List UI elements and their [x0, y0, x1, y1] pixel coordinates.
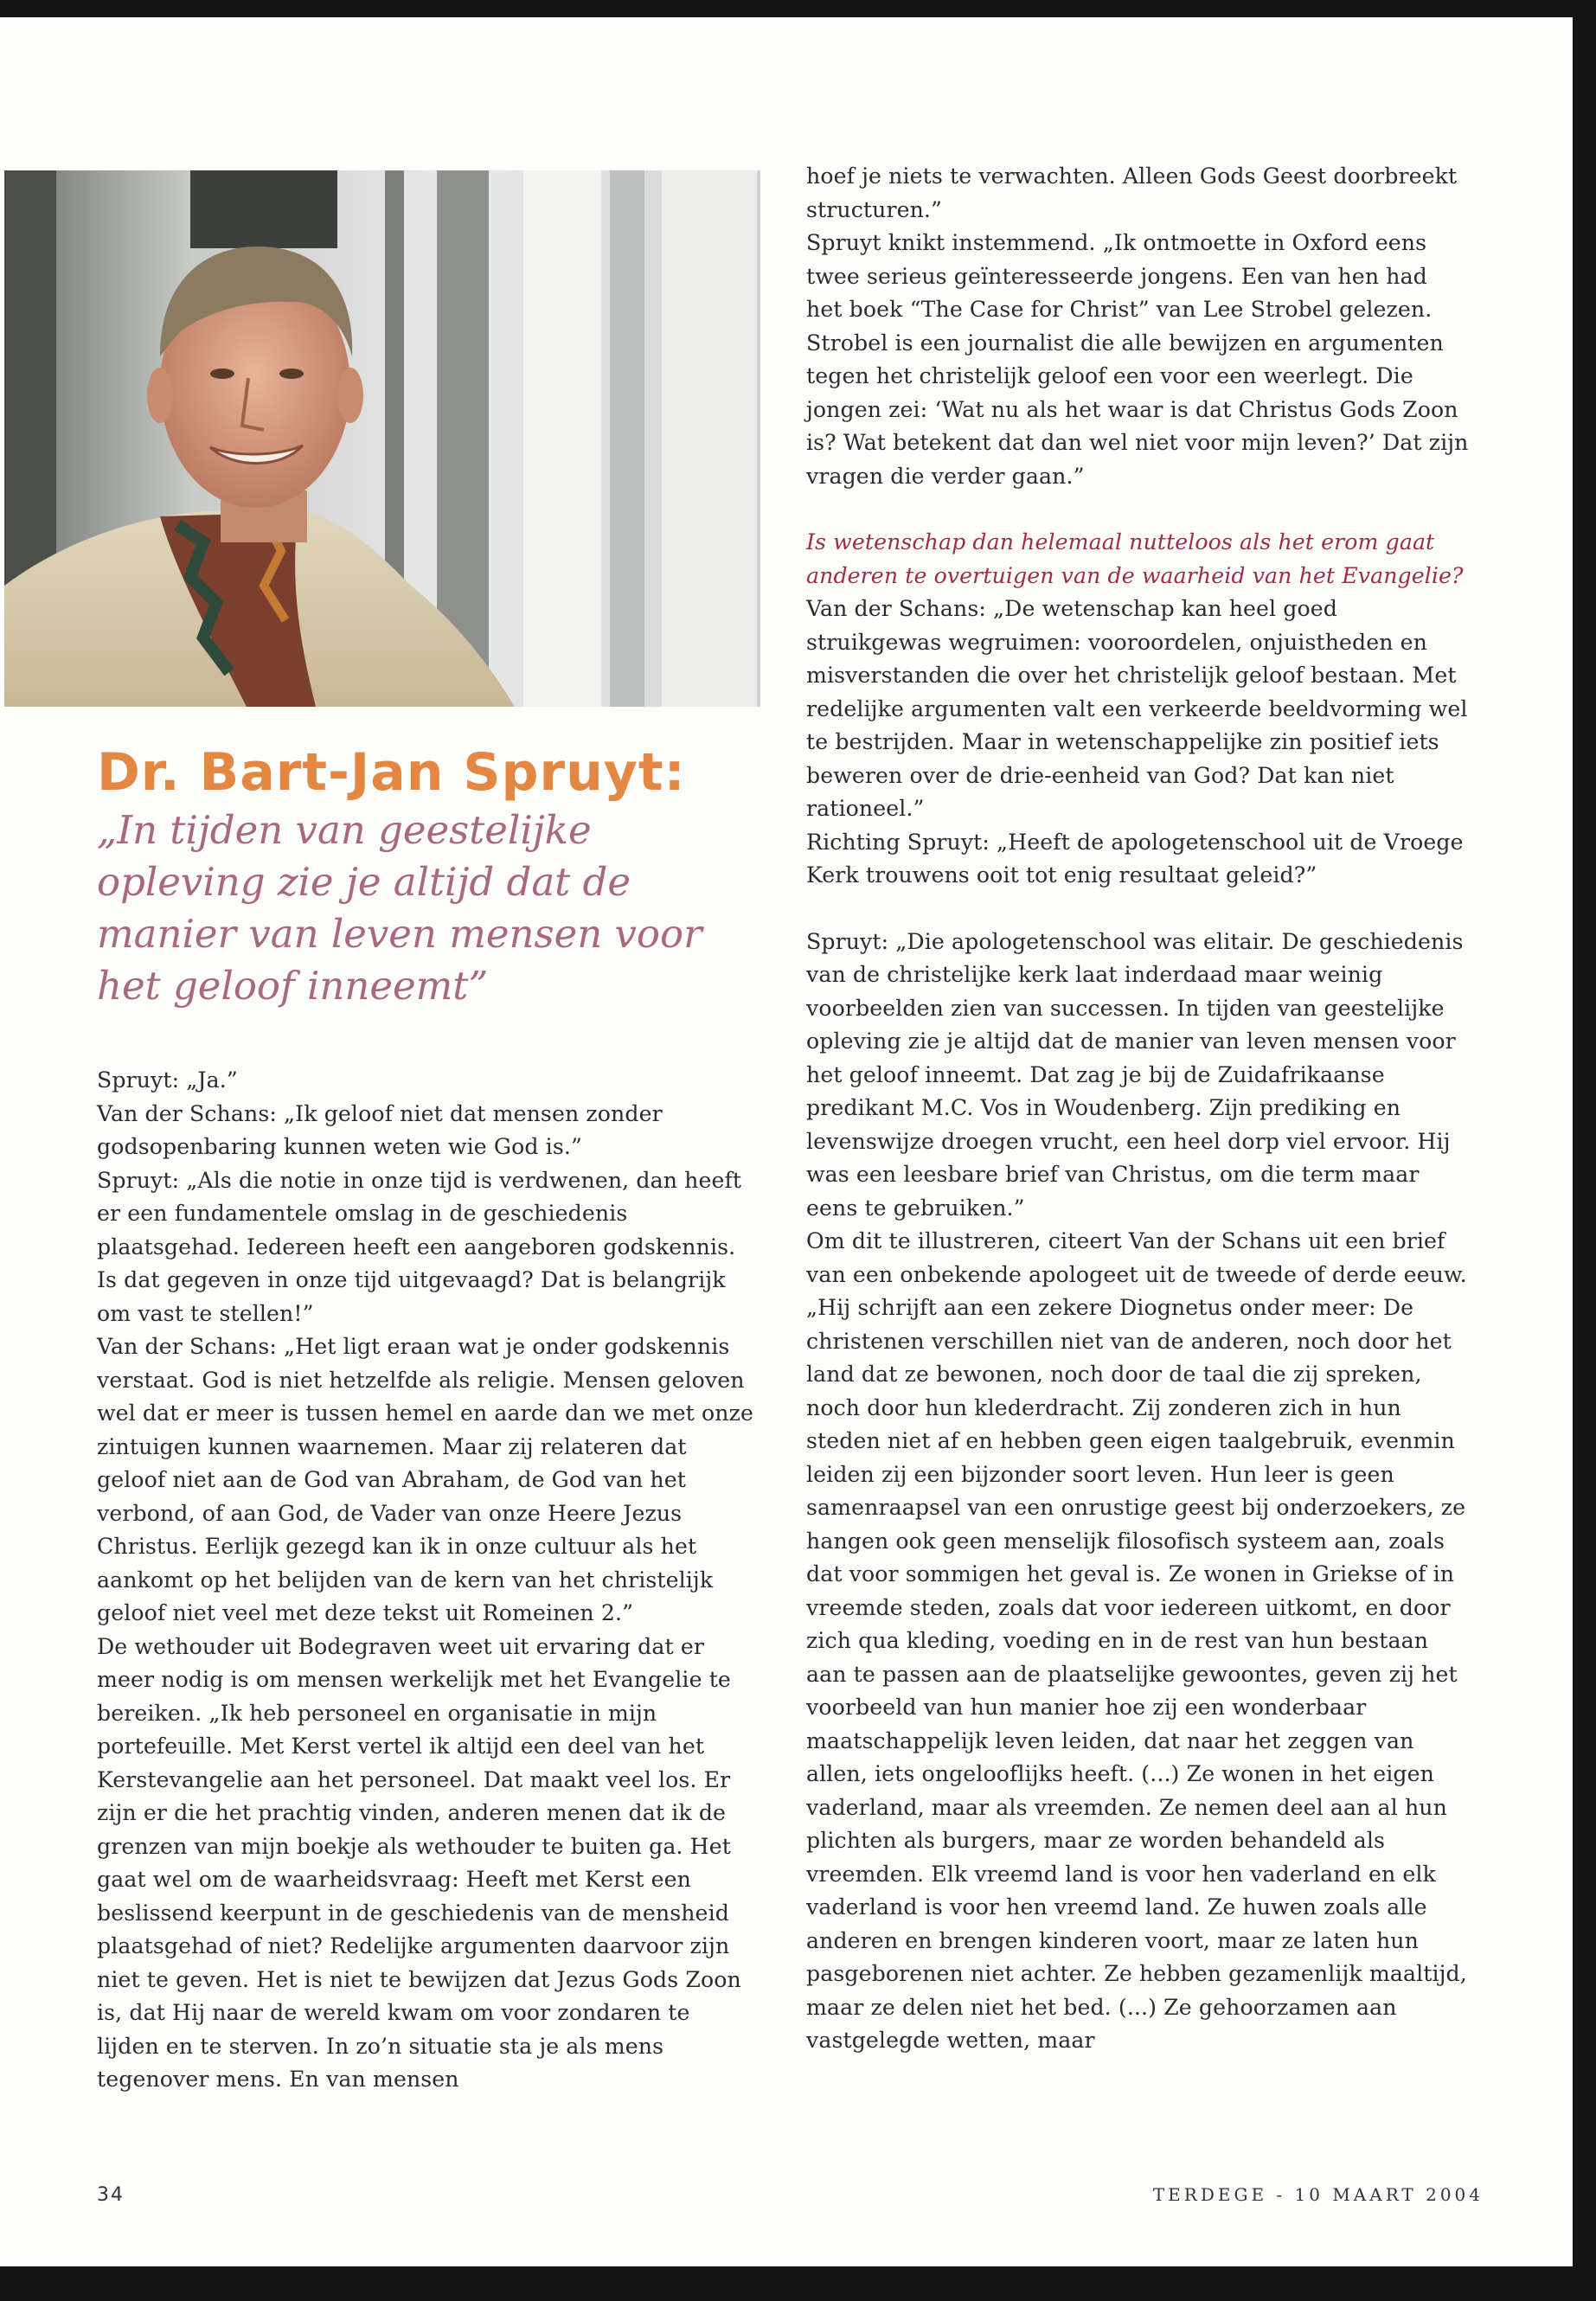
text-column-left: [97, 1064, 756, 2097]
paragraph: Om dit te illustreren, citeert Van der Schans uit een brief van een onbekende apologeet uit de tweede of derde eeuw. „Hij schrijft aan een zekere Diognetus onder meer: De christenen verschillen niet van de anderen, noch door het land dat ze bewonen, noch door de taal die zij spreken, noch door hun klederdracht. Zij zonderen zich in hun steden niet af en hebben geen eigen taalgebruik, evenmin leiden zij een bijzonder soort leven. Hun leer is geen samenraapsel van een onrustige geest bij onderzoekers, ze hangen ook geen menselijk filosofisch systeem aan, zoals dat voor sommigen het geval is. Ze wonen in Griekse of in vreemde steden, zoals dat voor iedereen uitkomt, en door zich qua kleding, voeding en in de rest van hun bestaan aan te passen aan de plaatselijke gewoontes, geven zij het voorbeeld van hun manier hoe zij een wonderbaar maatschappelijk leven leiden, dat naar het zeggen van allen, iets ongelooflijks heeft. (...) Ze wonen in het eigen vaderland, maar als vreemden. Ze nemen deel aan al hun plichten als burgers, maar ze worden behandeld als vreemden. Elk vreemd land is voor hen vaderland en elk vaderland is voor hen vreemd land. Ze huwen zoals alle anderen en brengen kinderen voort, maar ze laten hun pasgeborenen niet achter. Ze hebben gezamenlijk maaltijd, maar ze delen niet het bed. (...) Ze gehoorzamen aan vastgelegde wetten, maar: [806, 1228, 1467, 2053]
paragraph: Van der Schans: „Ik geloof niet dat mensen zonder godsopenbaring kunnen weten wie God is.”: [97, 1100, 663, 1159]
paragraph: Spruyt: „Als die notie in onze tijd is verdwenen, dan heeft er een fundamentele omslag in de geschiedenis plaatsgehad. Iedereen heeft een aangeboren godskennis. Is dat gegeven in onze tijd uitgevaagd? Dat is belangrijk om vast te stellen!”: [97, 1167, 742, 1326]
article-pull-quote: „In tijden van geestelijke opleving zie je altijd dat de manier van leven mensen voor het geloof inneemt”: [97, 807, 702, 1009]
article-headline: Dr. Bart-Jan Spruyt:: [97, 742, 686, 803]
paragraph-gap: [806, 493, 1469, 526]
paragraph: Spruyt: „Ja.”: [97, 1067, 238, 1093]
scan-border-bottom: [0, 2266, 1596, 2301]
portrait-illustration: [4, 170, 760, 707]
paragraph: hoef je niets te verwachten. Alleen Gods Geest doorbreekt structuren.”: [806, 163, 1458, 222]
portrait-photo: [4, 170, 760, 707]
paragraph-gap: [806, 893, 1469, 926]
scan-border-right: [1573, 0, 1596, 2301]
paragraph: Spruyt knikt instemmend. „Ik ontmoette in Oxford eens twee serieus geïnteresseerde jongens. Een van hen had het boek “The Case for Christ” van Lee Strobel gelezen. Strobel is een journalist die alle bewijzen en argumenten tegen het christelijk geloof een voor een weerlegt. Die jongen zei: ‘Wat nu als het waar is dat Christus Gods Zoon is? Wat betekent dat dan wel niet voor mijn leven?’ Dat zijn vragen die verder gaan.”: [806, 230, 1469, 489]
text-column-right: [806, 160, 1469, 2058]
scan-border-top: [0, 0, 1596, 17]
interview-question: Is wetenschap dan helemaal nutteloos als het erom gaat anderen te overtuigen van de waarheid van het Evangelie?: [806, 529, 1464, 588]
paragraph: De wethouder uit Bodegraven weet uit ervaring dat er meer nodig is om mensen werkelijk met het Evangelie te bereiken. „Ik heb personeel en organisatie in mijn portefeuille. Met Kerst vertel ik altijd een deel van het Kerstevangelie aan het personeel. Dat maakt veel los. Er zijn er die het prachtig vinden, anderen menen dat ik de grenzen van mijn boekje als wethouder te buiten ga. Het gaat wel om de waarheidsvraag: Heeft met Kerst een beslissend keerpunt in de geschiedenis van de mensheid plaatsgehad of niet? Redelijke argumenten daarvoor zijn niet te geven. Het is niet te bewijzen dat Jezus Gods Zoon is, dat Hij naar de wereld kwam om voor zondaren te lijden en te sterven. In zo’n situatie sta je als mens tegenover mens. En van mensen: [97, 1633, 741, 2092]
paragraph: Spruyt: „Die apologetenschool was elitair. De geschiedenis van de christelijke kerk laat inderdaad maar weinig voorbeelden zien van successen. In tijden van geestelijke opleving zie je altijd dat de manier van leven mensen voor het geloof inneemt. Dat zag je bij de Zuidafrikaanse predikant M.C. Vos in Woudenberg. Zijn prediking en levenswijze droegen vrucht, een heel dorp viel ervoor. Hij was een leesbare brief van Christus, om die term maar eens te gebruiken.”: [806, 928, 1464, 1221]
paragraph: Richting Spruyt: „Heeft de apologetenschool uit de Vroege Kerk trouwens ooit tot enig resultaat geleid?”: [806, 829, 1464, 888]
running-footer: TERDEGE - 10 MAART 2004: [1152, 2184, 1484, 2205]
paragraph: Van der Schans: „De wetenschap kan heel goed struikgewas wegruimen: vooroordelen, onjuistheden en misverstanden die over het christelijk geloof bestaan. Met redelijke argumenten valt een verkeerde beeldvorming wel te bestrijden. Maar in wetenschappelijke zin positief iets beweren over de drie-eenheid van God? Dat kan niet rationeel.”: [806, 596, 1468, 821]
paragraph: Van der Schans: „Het ligt eraan wat je onder godskennis verstaat. God is niet hetzelfde als religie. Mensen geloven wel dat er meer is tussen hemel en aarde dan we met onze zintuigen kunnen waarnemen. Maar zij relateren dat geloof niet aan de God van Abraham, de God van het verbond, of aan God, de Vader van onze Heere Jezus Christus. Eerlijk gezegd kan ik in onze cultuur als het aankomt op het belijden van de kern van het christelijk geloof niet veel met deze tekst uit Romeinen 2.”: [97, 1334, 753, 1625]
page-number: 34: [97, 2184, 125, 2206]
